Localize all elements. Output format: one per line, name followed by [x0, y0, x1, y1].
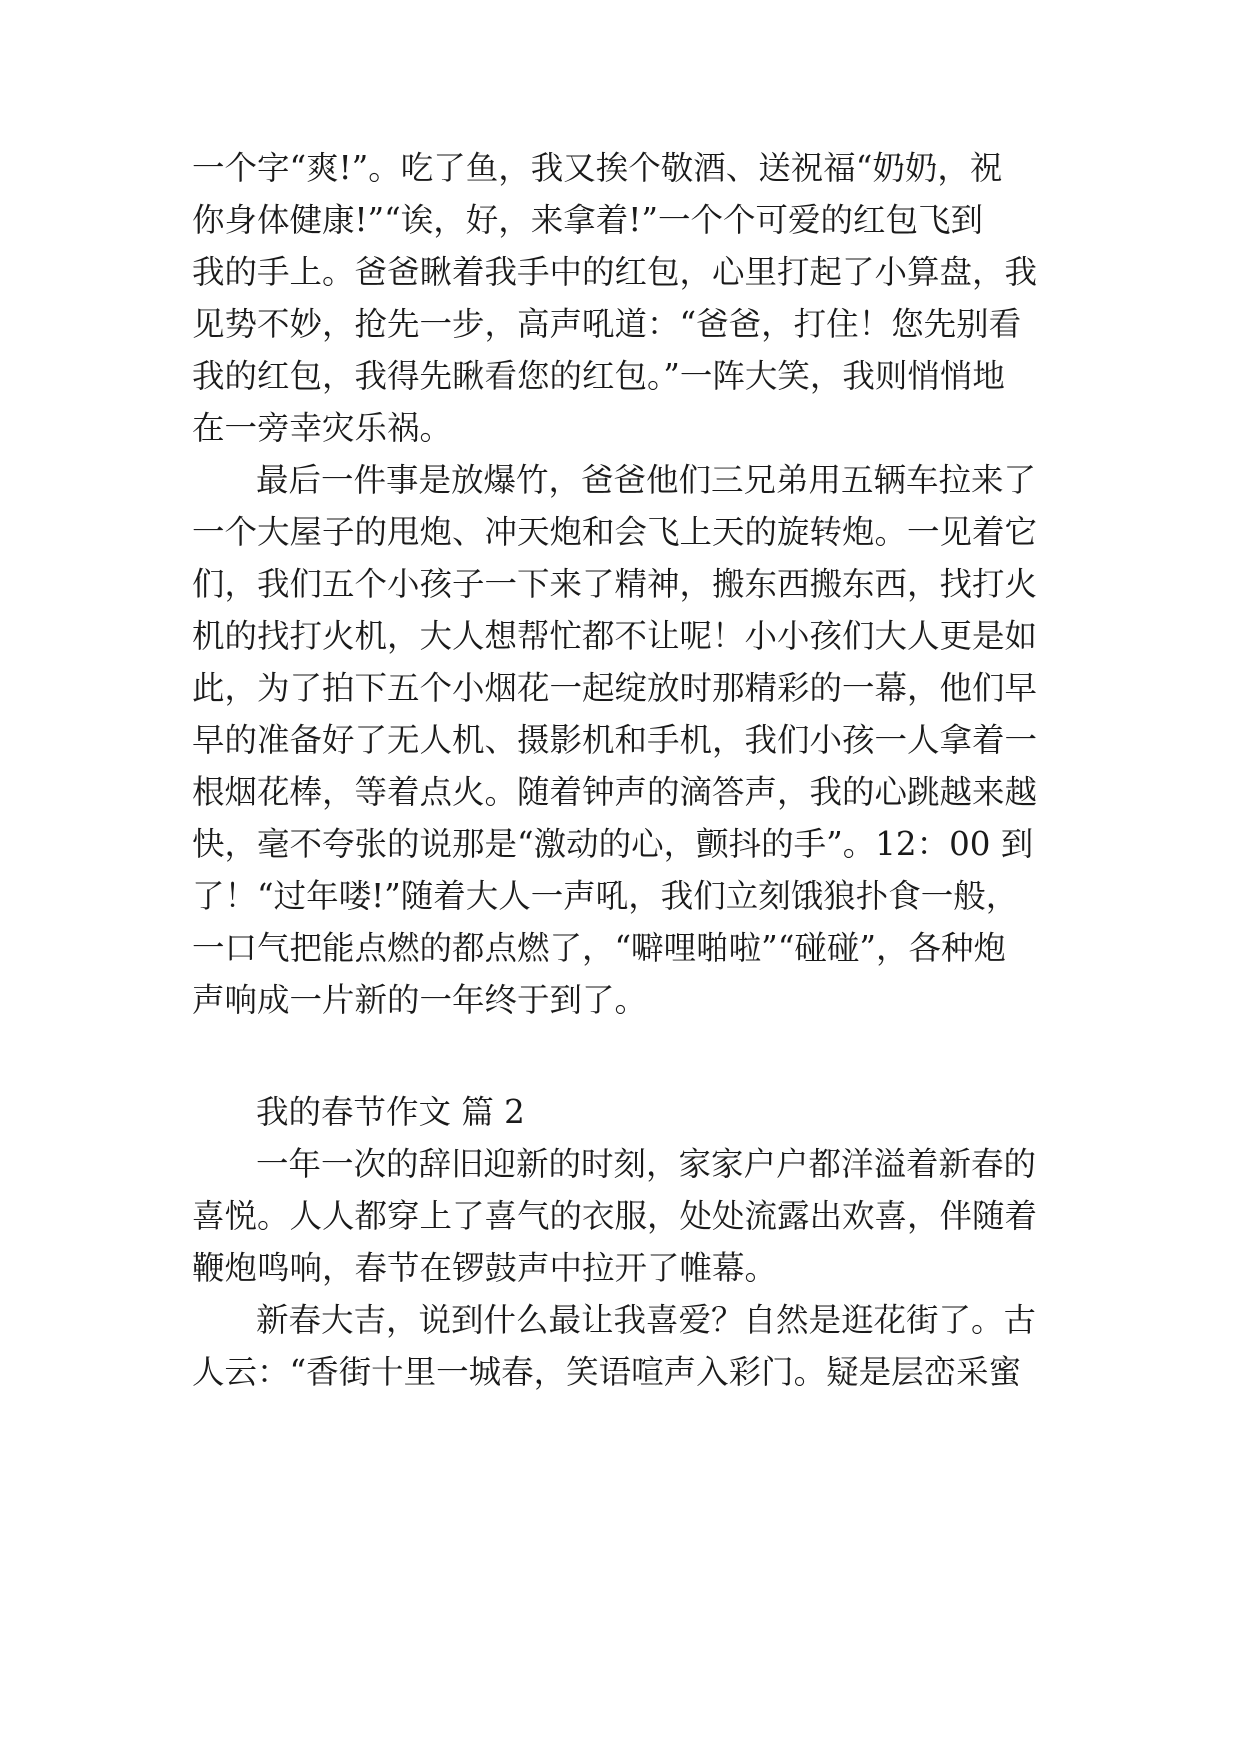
section-paragraph-1-line-2: 喜悦。人人都穿上了喜气的衣服，处处流露出欢喜，伴随着: [192, 1197, 1038, 1235]
paragraph-2-line-6: 早的准备好了无人机、摄影机和手机，我们小孩一人拿着一: [192, 721, 1038, 759]
paragraph-2-line-11: 声响成一片新的一年终于到了。: [192, 981, 648, 1019]
paragraph-2-line-2: 一个大屋子的甩炮、冲天炮和会飞上天的旋转炮。一见着它: [192, 513, 1038, 551]
paragraph-2-line-10: 一口气把能点燃的都点燃了，“噼哩啪啦”“碰碰”，各种炮: [192, 929, 1006, 967]
section-title: 我的春节作文 篇 2: [256, 1093, 525, 1131]
paragraph-2-line-9: 了！“过年喽!”随着大人一声吼，我们立刻饿狼扑食一般，: [192, 877, 1019, 915]
paragraph-2-line-3: 们，我们五个小孩子一下来了精神，搬东西搬东西，找打火: [192, 565, 1038, 603]
paragraph-1-line-3: 我的手上。爸爸瞅着我手中的红包，心里打起了小算盘，我: [192, 253, 1038, 291]
paragraph-1-line-1: 一个字“爽!”。吃了鱼，我又挨个敬酒、送祝福“奶奶，祝: [192, 149, 1003, 187]
section-paragraph-2-line-2: 人云：“香街十里一城春，笑语喧声入彩门。疑是层峦采蜜: [192, 1353, 1022, 1391]
paragraph-2-line-7: 根烟花棒，等着点火。随着钟声的滴答声，我的心跳越来越: [192, 773, 1038, 811]
paragraph-1-line-5: 我的红包，我得先瞅看您的红包。”一阵大笑，我则悄悄地: [192, 357, 1005, 395]
paragraph-1-line-6: 在一旁幸灾乐祸。: [192, 409, 453, 447]
paragraph-2-line-1: 最后一件事是放爆竹，爸爸他们三兄弟用五辆车拉来了: [256, 461, 1037, 499]
paragraph-2-line-4: 机的找打火机，大人想帮忙都不让呢！小小孩们大人更是如: [192, 617, 1038, 655]
paragraph-2-line-8: 快，毫不夸张的说那是“激动的心，颤抖的手”。12：00 到: [192, 825, 1034, 863]
section-paragraph-1-line-3: 鞭炮鸣响，春节在锣鼓声中拉开了帷幕。: [192, 1249, 778, 1287]
paragraph-1-line-2: 你身体健康!”“诶，好，来拿着!”一个个可爱的红包飞到: [192, 201, 983, 239]
section-paragraph-1-line-1: 一年一次的辞旧迎新的时刻，家家户户都洋溢着新春的: [256, 1145, 1037, 1183]
paragraph-2-line-5: 此，为了拍下五个小烟花一起绽放时那精彩的一幕，他们早: [192, 669, 1038, 707]
paragraph-1-line-4: 见势不妙，抢先一步，高声吼道：“爸爸，打住！您先别看: [192, 305, 1022, 343]
section-paragraph-2-line-1: 新春大吉，说到什么最让我喜爱？自然是逛花街了。古: [256, 1301, 1037, 1339]
